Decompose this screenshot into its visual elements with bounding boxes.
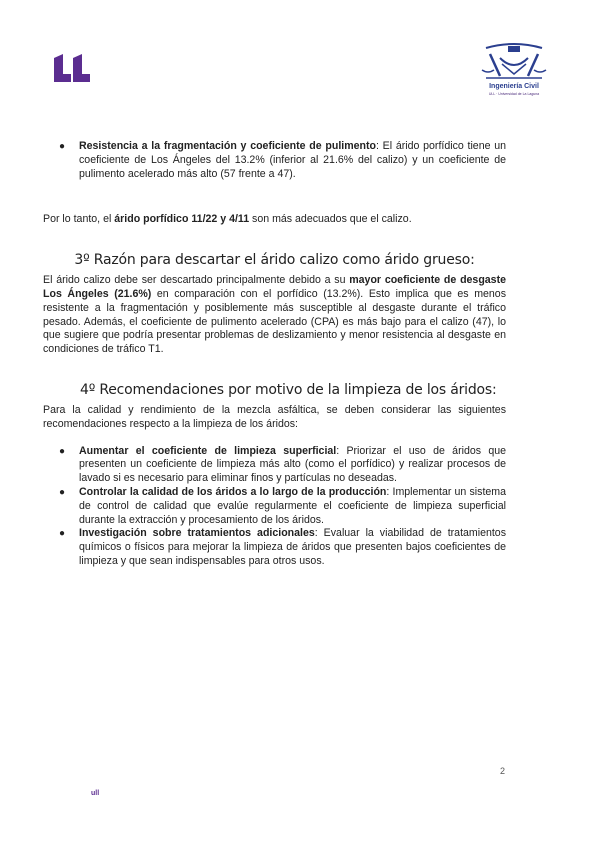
bullet-bold-text: Resistencia a la fragmentación y coeficiente de pulimento	[79, 140, 376, 152]
bullet-icon: ●	[59, 486, 66, 498]
bullet-text: : Implementar un sistema de control de calidad que evalúe regularmente el coeficiente de limpieza superficial durante la extracción y procesamiento de los áridos.	[79, 485, 506, 526]
bullet-icon: ●	[59, 141, 66, 152]
section4-heading: 4º Recomendaciones por motivo de la limpieza de los áridos:	[80, 381, 497, 398]
logo-sublabel: ULL · Universidad de La Laguna	[488, 92, 540, 96]
ull-logo-icon	[52, 54, 92, 82]
ingenieria-civil-logo	[476, 42, 552, 114]
section3-text-post: en comparación con el porfídico (13.2%). Esto implica que es menos resistente a la fragmentación y posiblemente más susceptible al desgaste durante el tráfico pesado. Además, el coeficiente de pulimento acelerado (CPA) es más bajo para el calizo (47), lo que sugiere que podría presentar problemas de deslizamiento y menor resistencia al desgaste en condiciones de tráfico T1.	[43, 287, 506, 356]
resistance-list	[43, 140, 506, 181]
bullet-text: : El árido porfídico tiene un coeficiente de Los Ángeles del 13.2% (inferior al 21.6% del calizo) y un coeficiente de pulimento acelerado más alto (57 frente a 47).	[79, 140, 507, 180]
list-item	[43, 486, 506, 527]
conclusion-post: son más adecuados que el calizo.	[249, 213, 412, 226]
civil-seal-icon	[478, 42, 550, 82]
bullet-icon: ●	[59, 445, 66, 457]
page-number: 2	[500, 766, 506, 776]
bullet-bold-text: Controlar la calidad de los áridos a lo largo de la producción	[79, 485, 387, 498]
section3-paragraph	[43, 274, 506, 357]
bullet-text: : Priorizar el uso de áridos que presenten un coeficiente de limpieza más alto (como el porfídico) y realizar procesos de lavado si es necesario para eliminar finos y partículas no deseadas.	[79, 444, 506, 485]
logo-label: Ingeniería Civil	[489, 83, 539, 90]
conclusion-pre: Por lo tanto, el	[43, 213, 115, 226]
recommendations-list	[43, 445, 506, 569]
section4-intro: Para la calidad y rendimiento de la mezcla asfáltica, se deben considerar las siguientes recomendaciones respecto a la limpieza de los áridos:	[43, 403, 506, 430]
section3-text-pre: El árido calizo debe ser descartado principalmente debido a su	[43, 274, 350, 287]
bullet-text: : Evaluar la viabilidad de tratamientos químicos o físicos para mejorar la limpieza de áridos que presenten bajos coeficientes de limpieza y que sean indispensables para otros usos.	[79, 527, 506, 567]
bullet-bold-text: Investigación sobre tratamientos adicionales	[79, 527, 315, 540]
bullet-bold-text: Aumentar el coeficiente de limpieza superficial	[79, 444, 337, 457]
conclusion-bold: árido porfídico 11/22 y 4/11	[114, 213, 250, 226]
section3-heading: 3º Razón para descartar el árido calizo como árido grueso:	[74, 252, 475, 269]
list-item	[43, 527, 506, 568]
footer-ull-logo: ull	[91, 790, 100, 797]
bullet-icon: ●	[59, 528, 66, 540]
list-item	[43, 140, 506, 181]
section3-text-bold: mayor coeficiente de desgaste Los Ángeles (21.6%)	[43, 274, 506, 300]
document-body	[43, 140, 506, 569]
conclusion-paragraph	[43, 213, 506, 227]
list-item	[43, 445, 506, 486]
